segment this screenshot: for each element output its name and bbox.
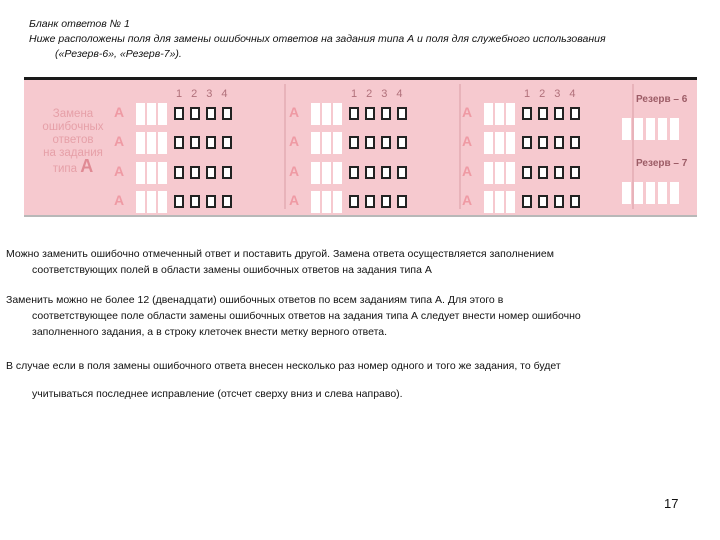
task-number-cell[interactable] xyxy=(147,191,156,213)
answer-checkbox[interactable] xyxy=(554,166,564,179)
answer-checkbox[interactable] xyxy=(570,107,580,120)
row-letter: А xyxy=(289,192,300,208)
header-line-1: Ниже расположены поля для замены ошибочных ответов на задания типа А и поля для служебного использования xyxy=(29,33,606,45)
paragraph-2 xyxy=(6,292,706,340)
replacement-row xyxy=(114,191,284,213)
answer-checkbox[interactable] xyxy=(349,107,359,120)
replacement-row xyxy=(289,103,459,125)
column-number: 3 xyxy=(554,88,562,100)
answer-checkbox[interactable] xyxy=(381,166,391,179)
side-label-line: Замена xyxy=(52,108,94,120)
column-numbers xyxy=(524,88,585,100)
answer-checkbox[interactable] xyxy=(538,195,548,208)
block-separator xyxy=(284,84,286,209)
task-number-cell[interactable] xyxy=(311,162,320,184)
side-label-letter: А xyxy=(80,156,94,176)
task-number-cell[interactable] xyxy=(484,103,493,125)
paragraph-line: Можно заменить ошибочно отмеченный ответ и поставить другой. Замена ответа осуществляется заполнением xyxy=(6,248,554,260)
paragraph-line: соответствующее поле области замены ошибочных ответов на задания типа А следует внести номер ошибочно xyxy=(32,310,581,322)
reserve-label: Резерв – 6 xyxy=(636,94,688,105)
task-number-cell[interactable] xyxy=(506,103,515,125)
task-number-cell[interactable] xyxy=(322,132,331,154)
task-number-cell[interactable] xyxy=(158,103,167,125)
column-number: 2 xyxy=(539,88,547,100)
answer-checkbox[interactable] xyxy=(365,195,375,208)
answer-checkbox[interactable] xyxy=(206,166,216,179)
answer-checkbox[interactable] xyxy=(174,195,184,208)
task-number-cell[interactable] xyxy=(147,162,156,184)
task-number-cell[interactable] xyxy=(333,132,342,154)
answer-checkbox[interactable] xyxy=(174,107,184,120)
answer-checkbox[interactable] xyxy=(222,195,232,208)
task-number-cell[interactable] xyxy=(147,103,156,125)
task-number-cell[interactable] xyxy=(311,103,320,125)
task-number-cell[interactable] xyxy=(322,103,331,125)
replacement-row xyxy=(114,103,284,125)
page-number: 17 xyxy=(664,496,679,511)
answer-checkbox[interactable] xyxy=(381,195,391,208)
answer-checkbox[interactable] xyxy=(554,136,564,149)
row-letter: А xyxy=(289,133,300,149)
answer-checkbox[interactable] xyxy=(349,136,359,149)
column-number: 2 xyxy=(366,88,374,100)
answer-checkbox[interactable] xyxy=(206,107,216,120)
task-number-cell[interactable] xyxy=(158,162,167,184)
row-letter: А xyxy=(114,104,125,120)
replacement-side-label xyxy=(28,108,118,176)
side-label-line: типа А xyxy=(52,156,94,176)
task-number-cell[interactable] xyxy=(333,162,342,184)
task-number-cell[interactable] xyxy=(495,162,504,184)
answer-checkbox[interactable] xyxy=(206,136,216,149)
reserve-cell[interactable] xyxy=(646,182,655,204)
answer-checkbox[interactable] xyxy=(190,195,200,208)
answer-checkbox[interactable] xyxy=(381,107,391,120)
task-number-cell[interactable] xyxy=(311,191,320,213)
answer-checkbox[interactable] xyxy=(222,166,232,179)
paragraph-line: соответствующих полей в области замены ошибочных ответов на задания типа А xyxy=(32,264,432,276)
paragraph-3 xyxy=(6,358,706,402)
task-number-cell[interactable] xyxy=(322,191,331,213)
paragraph-line: учитываться последнее исправление (отсчет сверху вниз и слева направо). xyxy=(32,388,403,400)
task-number-cell[interactable] xyxy=(311,132,320,154)
column-number: 1 xyxy=(176,88,184,100)
replacement-row xyxy=(462,162,632,184)
replacement-row xyxy=(289,191,459,213)
replacement-row xyxy=(289,162,459,184)
row-letter: А xyxy=(289,163,300,179)
row-letter: А xyxy=(114,133,125,149)
answer-checkbox[interactable] xyxy=(538,136,548,149)
task-number-cell[interactable] xyxy=(484,162,493,184)
answer-checkbox[interactable] xyxy=(365,107,375,120)
reserve-cell[interactable] xyxy=(634,182,643,204)
side-label-line: ошибочных xyxy=(42,121,104,133)
answer-checkbox[interactable] xyxy=(538,166,548,179)
paragraph-1 xyxy=(6,246,706,278)
row-letter: А xyxy=(462,192,473,208)
answer-checkbox[interactable] xyxy=(206,195,216,208)
replacement-block xyxy=(114,80,284,215)
column-numbers xyxy=(176,88,237,100)
side-label-line: на задания xyxy=(43,147,103,159)
answer-checkbox[interactable] xyxy=(381,136,391,149)
task-number-cell[interactable] xyxy=(495,103,504,125)
task-number-cell[interactable] xyxy=(506,162,515,184)
replacement-row xyxy=(462,191,632,213)
reserve-cell[interactable] xyxy=(622,182,631,204)
header-line-2: («Резерв-6», «Резерв-7»). xyxy=(55,48,182,60)
task-number-cell[interactable] xyxy=(322,162,331,184)
column-number: 4 xyxy=(221,88,229,100)
task-number-cell[interactable] xyxy=(136,103,145,125)
column-number: 4 xyxy=(396,88,404,100)
paragraph-line: заполненного задания, а в строку клеточек внести метку верного ответа. xyxy=(32,326,388,338)
answer-checkbox[interactable] xyxy=(174,166,184,179)
task-number-cell[interactable] xyxy=(136,162,145,184)
answer-checkbox[interactable] xyxy=(570,166,580,179)
reserve-cell[interactable] xyxy=(622,118,631,140)
column-number: 4 xyxy=(569,88,577,100)
reserve-cell[interactable] xyxy=(658,118,667,140)
answer-checkbox[interactable] xyxy=(522,166,532,179)
answer-checkbox[interactable] xyxy=(365,166,375,179)
answer-checkbox[interactable] xyxy=(538,107,548,120)
header xyxy=(29,17,709,62)
column-number: 3 xyxy=(206,88,214,100)
task-number-cell[interactable] xyxy=(333,191,342,213)
column-number: 1 xyxy=(351,88,359,100)
answer-checkbox[interactable] xyxy=(522,107,532,120)
task-number-cell[interactable] xyxy=(495,132,504,154)
side-label-line: ответов xyxy=(52,134,94,146)
task-number-cell[interactable] xyxy=(158,132,167,154)
answer-checkbox[interactable] xyxy=(397,166,407,179)
reserve-cell[interactable] xyxy=(634,118,643,140)
column-numbers xyxy=(351,88,412,100)
answer-checkbox[interactable] xyxy=(554,107,564,120)
answer-checkbox[interactable] xyxy=(397,136,407,149)
answer-checkbox[interactable] xyxy=(349,166,359,179)
task-number-cell[interactable] xyxy=(484,132,493,154)
column-number: 2 xyxy=(191,88,199,100)
replacement-row xyxy=(114,162,284,184)
task-number-cell[interactable] xyxy=(136,132,145,154)
form-title: Бланк ответов № 1 xyxy=(29,18,130,30)
reserve-cell[interactable] xyxy=(670,182,679,204)
reserve-cell[interactable] xyxy=(646,118,655,140)
task-number-cell[interactable] xyxy=(147,132,156,154)
block-separator xyxy=(459,84,461,209)
answer-checkbox[interactable] xyxy=(397,107,407,120)
column-number: 1 xyxy=(524,88,532,100)
answer-checkbox[interactable] xyxy=(522,136,532,149)
task-number-cell[interactable] xyxy=(495,191,504,213)
task-number-cell[interactable] xyxy=(506,191,515,213)
answer-checkbox[interactable] xyxy=(190,136,200,149)
answer-checkbox[interactable] xyxy=(222,136,232,149)
row-letter: А xyxy=(114,163,125,179)
column-number: 3 xyxy=(381,88,389,100)
reserve-label: Резерв – 7 xyxy=(636,158,688,169)
task-number-cell[interactable] xyxy=(484,191,493,213)
answer-checkbox[interactable] xyxy=(174,136,184,149)
row-letter: А xyxy=(114,192,125,208)
replacement-row xyxy=(114,132,284,154)
task-number-cell[interactable] xyxy=(158,191,167,213)
answer-checkbox[interactable] xyxy=(397,195,407,208)
reserve-cell[interactable] xyxy=(658,182,667,204)
answer-checkbox[interactable] xyxy=(190,107,200,120)
replacement-row xyxy=(462,132,632,154)
answer-checkbox[interactable] xyxy=(365,136,375,149)
answer-checkbox[interactable] xyxy=(190,166,200,179)
replacement-row xyxy=(289,132,459,154)
row-letter: А xyxy=(289,104,300,120)
row-letter: А xyxy=(462,163,473,179)
row-letter: А xyxy=(462,133,473,149)
answer-checkbox[interactable] xyxy=(222,107,232,120)
answer-replacement-form xyxy=(24,77,697,217)
answer-checkbox[interactable] xyxy=(570,195,580,208)
row-letter: А xyxy=(462,104,473,120)
replacement-row xyxy=(462,103,632,125)
answer-checkbox[interactable] xyxy=(554,195,564,208)
answer-checkbox[interactable] xyxy=(522,195,532,208)
paragraph-line: Заменить можно не более 12 (двенадцати) ошибочных ответов по всем заданиям типа А. Для этого в xyxy=(6,294,504,306)
answer-checkbox[interactable] xyxy=(349,195,359,208)
replacement-block xyxy=(289,80,459,215)
task-number-cell[interactable] xyxy=(333,103,342,125)
answer-checkbox[interactable] xyxy=(570,136,580,149)
task-number-cell[interactable] xyxy=(506,132,515,154)
reserve-cell[interactable] xyxy=(670,118,679,140)
task-number-cell[interactable] xyxy=(136,191,145,213)
paragraph-line: В случае если в поля замены ошибочного ответа внесен несколько раз номер одного и того же задания, то будет xyxy=(6,360,561,372)
replacement-block xyxy=(462,80,632,215)
